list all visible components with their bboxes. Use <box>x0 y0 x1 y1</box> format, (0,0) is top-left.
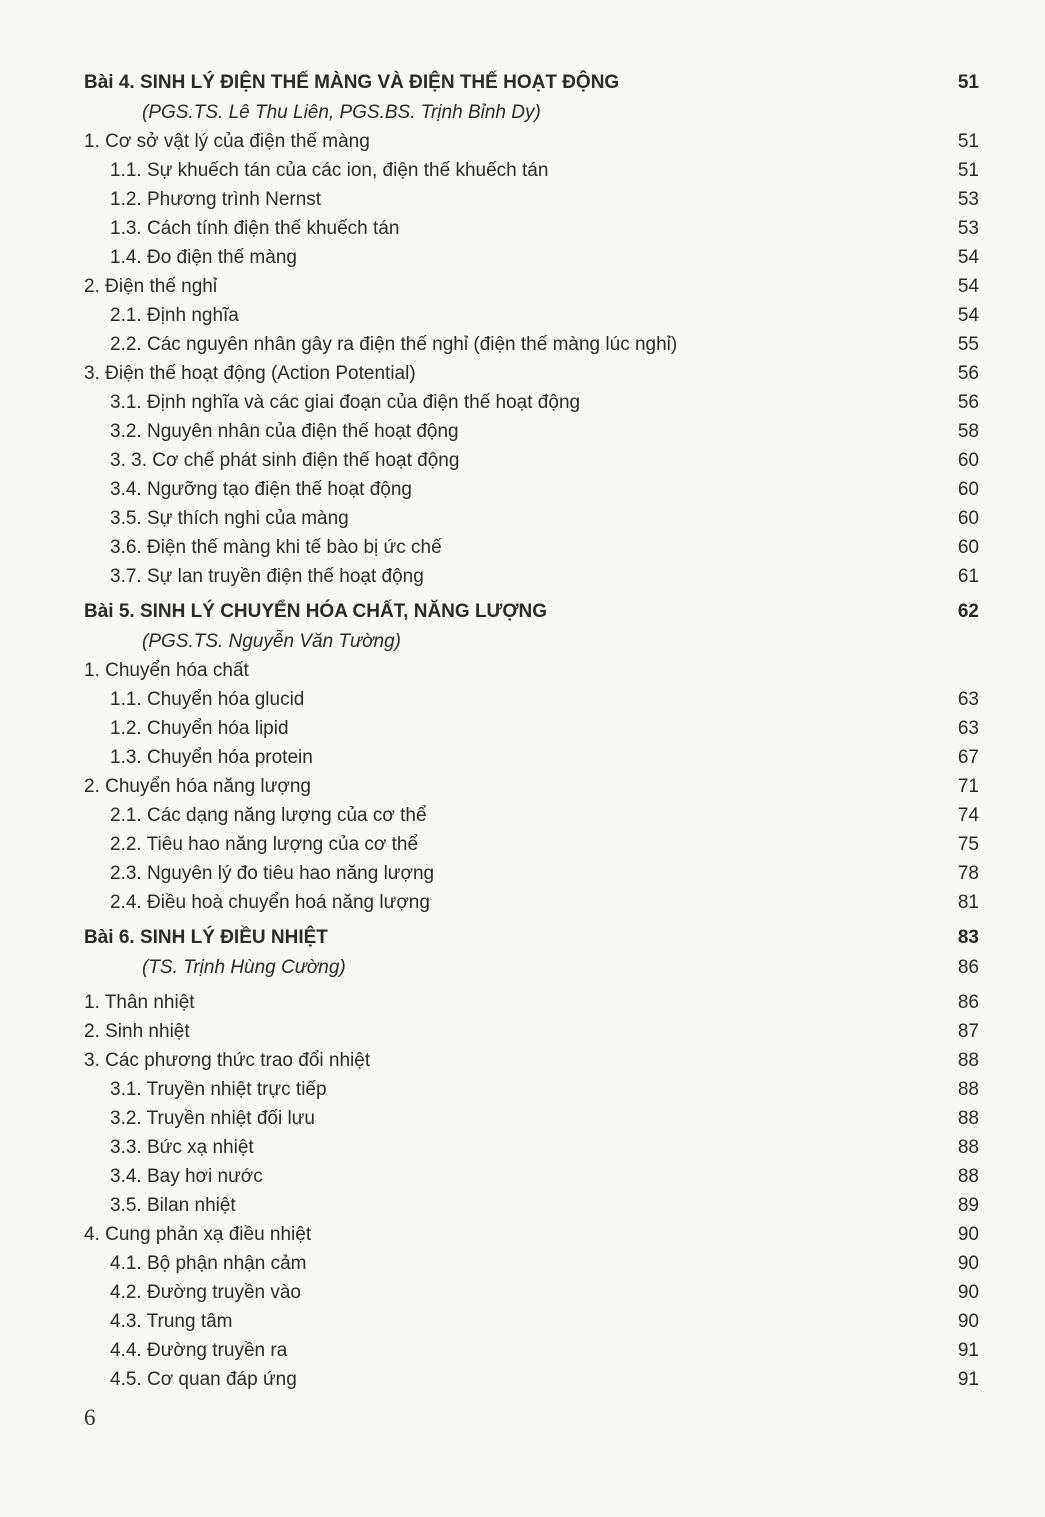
toc-entry: 3.2. Truyền nhiệt đối lưu 88 <box>110 1108 979 1129</box>
toc-entry: 3. 3. Cơ chế phát sinh điện thế hoạt động 60 <box>110 450 979 471</box>
toc-entry: 3.5. Bilan nhiệt 89 <box>110 1195 979 1216</box>
toc-entry: 3.4. Bay hơi nước 88 <box>110 1166 979 1187</box>
toc-entry: 1. Thân nhiệt 86 <box>84 992 979 1013</box>
lesson-author: (TS. Trịnh Hùng Cường) 86 <box>142 957 979 978</box>
lesson-page: 51 <box>957 72 979 93</box>
toc-entry: 4.1. Bộ phận nhận cảm 90 <box>110 1253 979 1274</box>
lesson-title: Bài 4. SINH LÝ ĐIỆN THẾ MÀNG VÀ ĐIỆN THẾ HOẠT ĐỘNG <box>84 72 620 93</box>
toc-entry: 3. Điện thế hoạt động (Action Potential) 56 <box>84 363 979 384</box>
toc-entry: 1.2. Phương trình Nernst 53 <box>110 189 979 210</box>
toc-entry: 3.2. Nguyên nhân của điện thế hoạt động 58 <box>110 421 979 442</box>
toc-entry: 2. Điện thế nghỉ 54 <box>84 276 979 297</box>
toc-entry: 2.2. Các nguyên nhân gây ra điện thế nghỉ (điện thế màng lúc nghỉ) 55 <box>110 334 979 355</box>
toc-entry: 2. Chuyển hóa năng lượng 71 <box>84 776 979 797</box>
table-of-contents <box>84 68 979 1394</box>
toc-entry: 4.3. Trung tâm 90 <box>110 1311 979 1332</box>
toc-entry: 1.4. Đo điện thế màng 54 <box>110 247 979 268</box>
toc-entry: 1.3. Chuyển hóa protein 67 <box>110 747 979 768</box>
toc-entry: 3. Các phương thức trao đổi nhiệt 88 <box>84 1050 979 1071</box>
toc-entry: 4.4. Đường truyền ra 91 <box>110 1340 979 1361</box>
toc-entry: 3.1. Định nghĩa và các giai đoạn của điện thế hoạt động 56 <box>110 392 979 413</box>
toc-entry: 4.2. Đường truyền vào 90 <box>110 1282 979 1303</box>
toc-entry: 2.1. Định nghĩa 54 <box>110 305 979 326</box>
toc-entry: 2. Sinh nhiệt 87 <box>84 1021 979 1042</box>
toc-entry: 3.6. Điện thế màng khi tế bào bị ức chế 60 <box>110 537 979 558</box>
lesson-page: 83 <box>957 927 979 948</box>
page-number: 6 <box>84 1405 96 1430</box>
toc-entry: 1.1. Chuyển hóa glucid 63 <box>110 689 979 710</box>
toc-entry: 2.3. Nguyên lý đo tiêu hao năng lượng 78 <box>110 863 979 884</box>
toc-entry: 3.4. Ngưỡng tạo điện thế hoạt động 60 <box>110 479 979 500</box>
lesson-page: 62 <box>957 601 979 622</box>
toc-entry: 1. Cơ sở vật lý của điện thế màng 51 <box>84 131 979 152</box>
lesson-title: Bài 6. SINH LÝ ĐIỀU NHIỆT <box>84 927 328 948</box>
lesson-author: (PGS.TS. Lê Thu Liên, PGS.BS. Trịnh Bỉnh Dy) <box>142 102 541 123</box>
toc-entry: 1.1. Sự khuếch tán của các ion, điện thế khuếch tán 51 <box>110 160 979 181</box>
lesson-author: (PGS.TS. Nguyễn Văn Tường) <box>142 631 402 652</box>
toc-entry: 3.5. Sự thích nghi của màng 60 <box>110 508 979 529</box>
lesson-heading <box>84 597 979 627</box>
toc-entry: 3.1. Truyền nhiệt trực tiếp 88 <box>110 1079 979 1100</box>
toc-entry: 1. Chuyển hóa chất <box>84 660 249 681</box>
toc-entry: 1.2. Chuyển hóa lipid 63 <box>110 718 979 739</box>
toc-entry: 1.3. Cách tính điện thế khuếch tán 53 <box>110 218 979 239</box>
toc-entry: 2.4. Điều hoà chuyển hoá năng lượng 81 <box>110 892 979 913</box>
toc-entry: 3.3. Bức xạ nhiệt 88 <box>110 1137 979 1158</box>
lesson-heading <box>84 923 979 953</box>
toc-entry: 2.1. Các dạng năng lượng của cơ thể 74 <box>110 805 979 826</box>
lesson-heading <box>84 68 979 98</box>
toc-entry: 3.7. Sự lan truyền điện thế hoạt động 61 <box>110 566 979 587</box>
toc-entry: 2.2. Tiêu hao năng lượng của cơ thể 75 <box>110 834 979 855</box>
lesson-title: Bài 5. SINH LÝ CHUYỂN HÓA CHẤT, NĂNG LƯỢNG <box>84 601 548 622</box>
toc-entry: 4.5. Cơ quan đáp ứng 91 <box>110 1369 979 1390</box>
toc-entry: 4. Cung phản xạ điều nhiệt 90 <box>84 1224 979 1245</box>
